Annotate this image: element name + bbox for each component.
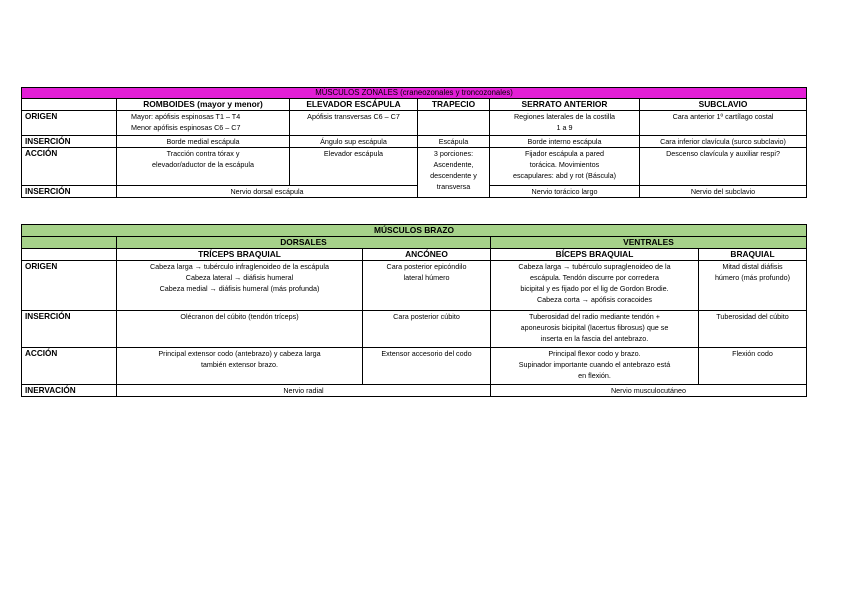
text-line: en flexión. bbox=[578, 371, 611, 380]
cell-anconeo-insercion: Cara posterior cúbito bbox=[363, 311, 491, 348]
cell-subclavio-insercion: Cara inferior clavícula (surco subclavio) bbox=[640, 136, 807, 148]
cell-braquial-insercion: Tuberosidad del cúbito bbox=[699, 311, 807, 348]
col-triceps: TRÍCEPS BRAQUIAL bbox=[117, 249, 363, 261]
cell-biceps-accion bbox=[491, 348, 699, 385]
text-line: descendente y bbox=[430, 171, 477, 180]
col-trapecio: TRAPECIO bbox=[418, 99, 490, 111]
text-line: escapulares: abd y rot (Báscula) bbox=[512, 171, 617, 180]
zonales-title: MÚSCULOS ZONALES (craneozonales y troncozonales) bbox=[22, 88, 807, 99]
text-line: Principal flexor codo y brazo. bbox=[548, 349, 641, 358]
text-line: Cabeza lateral → diáfisis humeral bbox=[185, 273, 294, 282]
text-line: aponeurosis bicipital (lacertus fibrosus) que se bbox=[520, 323, 669, 332]
row-label-accion: ACCIÓN bbox=[22, 148, 117, 186]
cell-romboides-elevador-inervacion: Nervio dorsal escápula bbox=[117, 186, 418, 198]
row-label-inervacion: INSERCIÓN bbox=[22, 186, 117, 198]
cell-trapecio-origen bbox=[418, 111, 490, 136]
text-line: Fijador escápula a pared bbox=[524, 149, 605, 158]
corner-cell bbox=[22, 249, 117, 261]
zonales-table bbox=[21, 87, 807, 198]
row-label-insercion: INSERCIÓN bbox=[22, 136, 117, 148]
corner-cell bbox=[22, 99, 117, 111]
cell-braquial-accion: Flexión codo bbox=[699, 348, 807, 385]
cell-elevador-insercion: Ángulo sup escápula bbox=[290, 136, 418, 148]
text-line: Tuberosidad del radio mediante tendón + bbox=[529, 312, 660, 321]
col-serrato: SERRATO ANTERIOR bbox=[490, 99, 640, 111]
text-line: Cabeza larga → tubérculo infraglenoideo de la escápula bbox=[149, 262, 329, 271]
text-line: Mitad distal diáfisis bbox=[722, 262, 783, 271]
corner-cell bbox=[22, 237, 117, 249]
cell-biceps-insercion bbox=[491, 311, 699, 348]
text-line: 1 a 9 bbox=[556, 123, 573, 132]
col-braquial: BRAQUIAL bbox=[699, 249, 807, 261]
row-label-accion: ACCIÓN bbox=[22, 348, 117, 385]
cell-elevador-accion: Elevador escápula bbox=[290, 148, 418, 186]
brazo-title: MÚSCULOS BRAZO bbox=[22, 225, 807, 237]
text-line: Mayor: apófisis espinosas T1 – T4 bbox=[131, 112, 241, 121]
cell-romboides-insercion: Borde medial escápula bbox=[117, 136, 290, 148]
col-romboides: ROMBOIDES (mayor y menor) bbox=[117, 99, 290, 111]
text-line: bicipital y es fijado por el lig de Gordon Brodie. bbox=[520, 284, 669, 293]
text-line: Cabeza medial → diáfisis humeral (más profunda) bbox=[159, 284, 320, 293]
text-line: también extensor brazo. bbox=[200, 360, 279, 369]
text-line: Cabeza larga → tubérculo supraglenoideo de la bbox=[518, 262, 671, 271]
text-line: transversa bbox=[436, 182, 471, 191]
cell-romboides-origen bbox=[117, 111, 290, 136]
text-line: Cara posterior epicóndilo bbox=[386, 262, 467, 271]
cell-triceps-accion bbox=[117, 348, 363, 385]
cell-romboides-accion bbox=[117, 148, 290, 186]
brazo-table bbox=[21, 224, 807, 397]
text-line: inserta en la fascia del antebrazo. bbox=[540, 334, 649, 343]
text-line: Ascendente, bbox=[433, 160, 474, 169]
text-line: lateral húmero bbox=[403, 273, 450, 282]
cell-elevador-origen: Apófisis transversas C6 – C7 bbox=[290, 111, 418, 136]
text-line: Supinador importante cuando el antebrazo está bbox=[518, 360, 671, 369]
text-line: Menor apófisis espinosas C6 – C7 bbox=[131, 123, 241, 132]
cell-serrato-insercion: Borde interno escápula bbox=[490, 136, 640, 148]
cell-serrato-origen bbox=[490, 111, 640, 136]
cell-trapecio-insercion: Escápula bbox=[418, 136, 490, 148]
cell-subclavio-accion: Descenso clavícula y auxiliar respi? bbox=[640, 148, 807, 186]
group-dorsales: DORSALES bbox=[117, 237, 491, 249]
cell-serrato-accion bbox=[490, 148, 640, 186]
text-line: elevador/aductor de la escápula bbox=[152, 160, 254, 169]
row-label-inervacion: INERVACIÓN bbox=[22, 385, 117, 397]
text-line: torácica. Movimientos bbox=[529, 160, 600, 169]
row-label-insercion: INSERCIÓN bbox=[22, 311, 117, 348]
row-label-origen: ORIGEN bbox=[22, 111, 117, 136]
group-ventrales: VENTRALES bbox=[491, 237, 807, 249]
cell-serrato-inervacion: Nervio torácico largo bbox=[490, 186, 640, 198]
cell-braquial-origen bbox=[699, 261, 807, 311]
cell-triceps-origen bbox=[117, 261, 363, 311]
cell-anconeo-origen bbox=[363, 261, 491, 311]
cell-trapecio-accion bbox=[418, 148, 490, 198]
text-line: 3 porciones: bbox=[433, 149, 474, 158]
col-subclavio: SUBCLAVIO bbox=[640, 99, 807, 111]
text-line: Principal extensor codo (antebrazo) y cabeza larga bbox=[158, 349, 321, 358]
row-label-origen: ORIGEN bbox=[22, 261, 117, 311]
col-elevador: ELEVADOR ESCÁPULA bbox=[290, 99, 418, 111]
text-line: húmero (más profundo) bbox=[714, 273, 791, 282]
text-line: Cabeza corta → apófisis coracoides bbox=[536, 295, 653, 304]
cell-biceps-origen bbox=[491, 261, 699, 311]
text-line: Tracción contra tórax y bbox=[166, 149, 240, 158]
cell-dorsales-inervacion: Nervio radial bbox=[117, 385, 491, 397]
cell-subclavio-origen: Cara anterior 1º cartílago costal bbox=[640, 111, 807, 136]
cell-subclavio-inervacion: Nervio del subclavio bbox=[640, 186, 807, 198]
cell-triceps-insercion: Olécranon del cúbito (tendón tríceps) bbox=[117, 311, 363, 348]
col-biceps: BÍCEPS BRAQUIAL bbox=[491, 249, 699, 261]
cell-anconeo-accion: Extensor accesorio del codo bbox=[363, 348, 491, 385]
col-anconeo: ANCÓNEO bbox=[363, 249, 491, 261]
text-line: escápula. Tendón discurre por corredera bbox=[530, 273, 659, 282]
cell-ventrales-inervacion: Nervio musculocutáneo bbox=[491, 385, 807, 397]
text-line: Regiones laterales de la costilla bbox=[513, 112, 616, 121]
